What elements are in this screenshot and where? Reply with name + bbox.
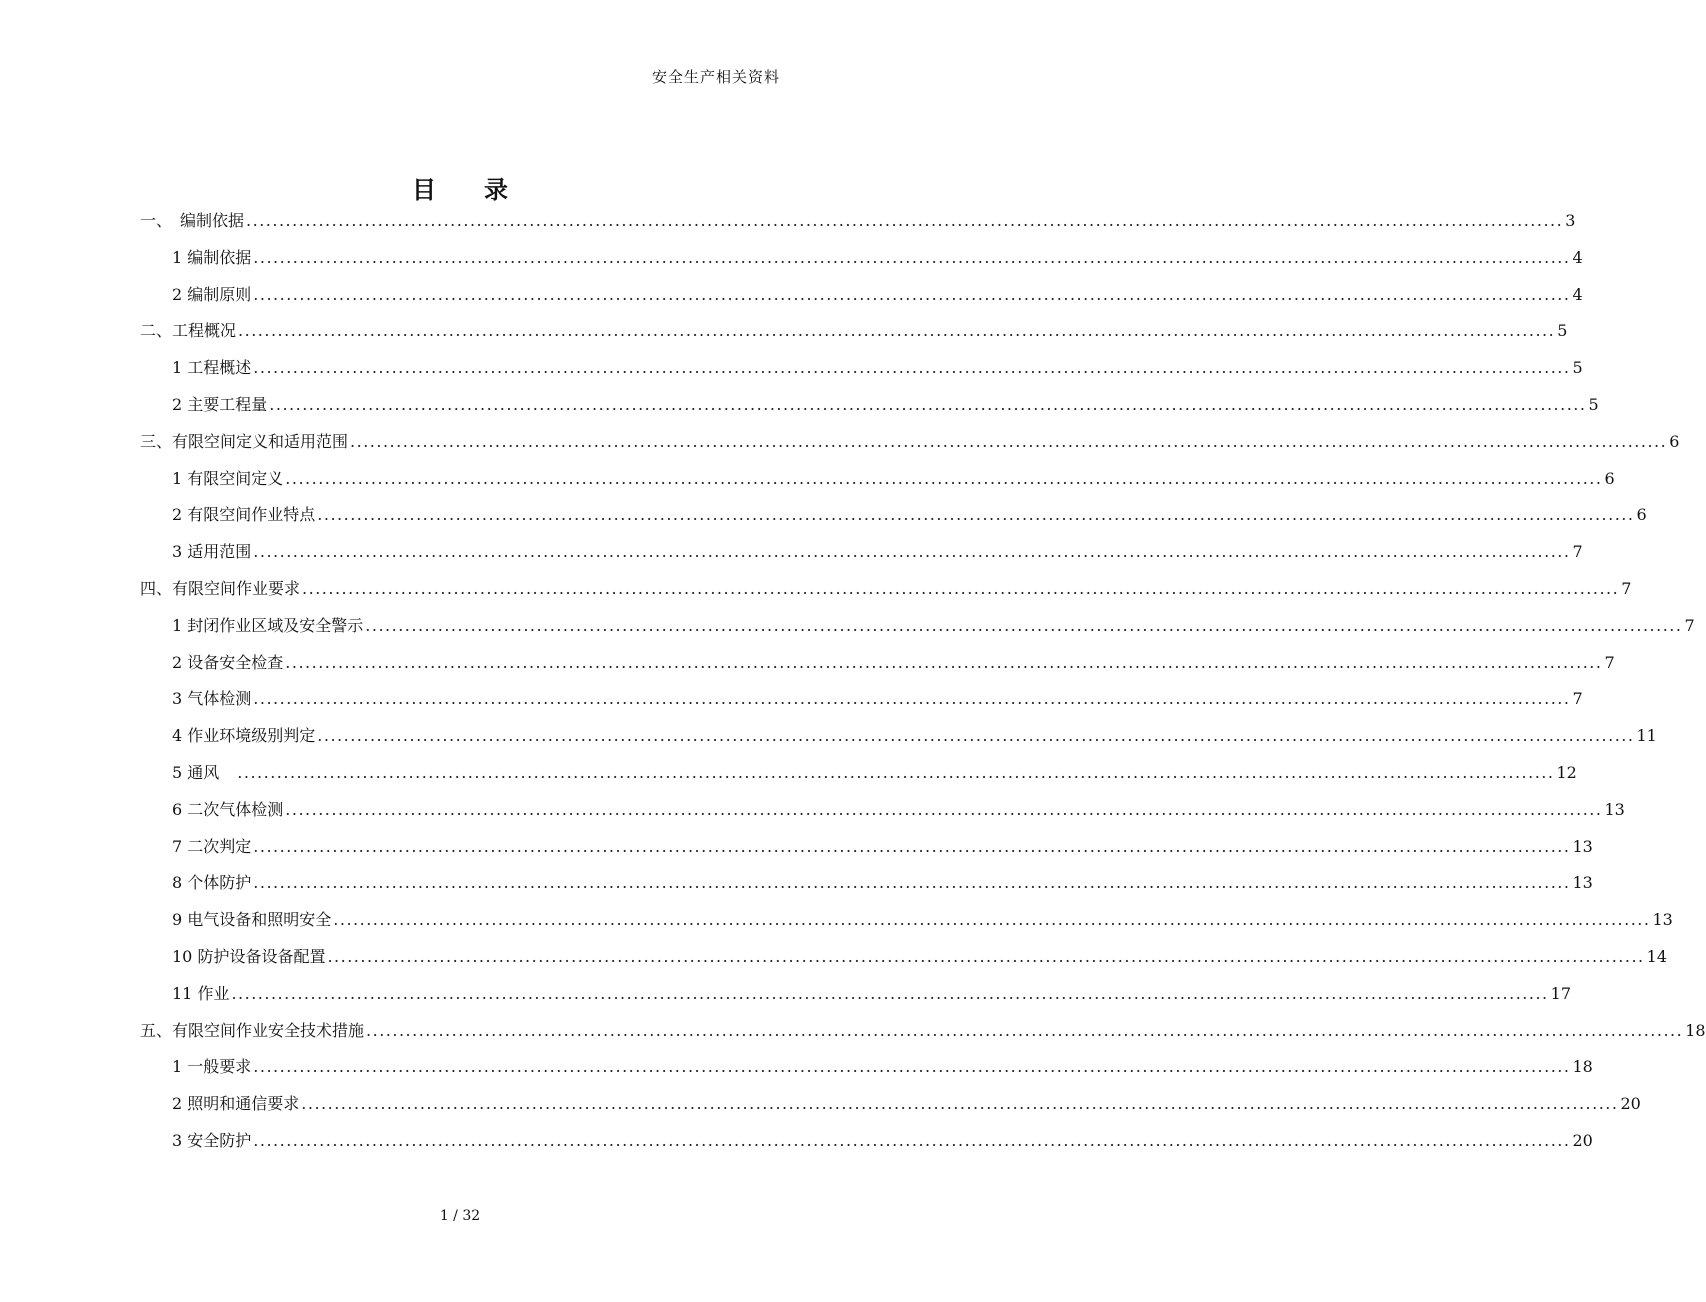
toc-entry[interactable]	[172, 502, 1647, 530]
toc-entry-page-number: 6	[1636, 505, 1647, 525]
toc-entry-label: 三、有限空间定义和适用范围	[140, 431, 349, 451]
toc-entry[interactable]	[140, 318, 1568, 346]
toc-entry[interactable]	[140, 1018, 1706, 1046]
toc-dot-leader: ........................................................................................................................................................................................................	[285, 468, 1603, 488]
toc-dot-leader: ........................................................................................................................................................................................................	[253, 689, 1571, 709]
toc-entry-page-number: 7	[1572, 689, 1583, 709]
toc-dot-leader: ........................................................................................................................................................................................................	[302, 579, 1620, 598]
toc-entry[interactable]	[140, 208, 1576, 236]
toc-entry-page-number: 20	[1620, 1094, 1641, 1114]
toc-dot-leader: ........................................................................................................................................................................................................	[253, 247, 1571, 267]
toc-dot-leader: ........................................................................................................................................................................................................	[253, 1131, 1571, 1150]
toc-entry[interactable]	[172, 1128, 1593, 1156]
toc-entry-label: 9 电气设备和照明安全	[172, 910, 332, 930]
toc-entry-page-number: 7	[1621, 579, 1632, 598]
toc-dot-leader: ........................................................................................................................................................................................................	[253, 836, 1571, 856]
toc-dot-leader: ........................................................................................................................................................................................................	[301, 1094, 1619, 1114]
toc-entry[interactable]	[140, 429, 1680, 457]
toc-entry[interactable]	[172, 613, 1695, 641]
toc-entry-label: 11 作业	[172, 983, 230, 1003]
toc-entry-label: 2 编制原则	[172, 284, 252, 304]
toc-entry[interactable]	[172, 760, 1577, 788]
toc-entry-label: 2 照明和通信要求	[172, 1094, 300, 1114]
toc-entry[interactable]	[172, 797, 1625, 825]
toc-entry-page-number: 11	[1636, 726, 1657, 746]
toc-entry[interactable]	[172, 686, 1583, 714]
toc-entry-label: 1 工程概述	[172, 358, 252, 378]
toc-entry[interactable]	[172, 392, 1599, 420]
toc-entry-label: 四、有限空间作业要求	[140, 579, 301, 598]
toc-entry-label: 1 编制依据	[172, 247, 252, 267]
toc-entry-label: 3 气体检测	[172, 689, 252, 709]
toc-dot-leader: ........................................................................................................................................................................................................	[327, 947, 1645, 966]
toc-dot-leader: ........................................................................................................................................................................................................	[246, 211, 1564, 230]
toc-dot-leader: ........................................................................................................................................................................................................	[231, 983, 1549, 1003]
toc-title: 目录	[412, 175, 556, 204]
toc-entry-page-number: 14	[1646, 947, 1667, 966]
toc-dot-leader: ........................................................................................................................................................................................................	[317, 726, 1635, 746]
toc-entry[interactable]	[172, 907, 1673, 935]
toc-dot-leader: ........................................................................................................................................................................................................	[285, 799, 1603, 819]
toc-entry-label: 10 防护设备设备配置	[172, 947, 326, 966]
toc-dot-leader: ........................................................................................................................................................................................................	[237, 763, 1555, 782]
toc-entry[interactable]	[172, 355, 1583, 383]
toc-dot-leader: ........................................................................................................................................................................................................	[365, 615, 1683, 635]
toc-dot-leader: ........................................................................................................................................................................................................	[253, 542, 1571, 562]
toc-entry-page-number: 7	[1572, 542, 1583, 562]
toc-entry[interactable]	[172, 539, 1583, 567]
toc-dot-leader: ........................................................................................................................................................................................................	[285, 652, 1603, 672]
toc-entry-label: 1 有限空间定义	[172, 468, 284, 488]
toc-dot-leader: ........................................................................................................................................................................................................	[253, 1057, 1571, 1077]
toc-entry-label: 4 作业环境级别判定	[172, 726, 316, 746]
toc-entry-page-number: 18	[1572, 1057, 1593, 1077]
toc-entry-page-number: 5	[1588, 395, 1599, 414]
toc-entry-label: 一、 编制依据	[140, 211, 245, 230]
toc-dot-leader: ........................................................................................................................................................................................................	[269, 395, 1587, 414]
toc-entry-page-number: 7	[1684, 615, 1695, 635]
toc-dot-leader: ........................................................................................................................................................................................................	[238, 321, 1556, 341]
toc-entry[interactable]	[172, 245, 1583, 273]
toc-entry[interactable]	[172, 282, 1583, 310]
toc-entry-page-number: 13	[1652, 910, 1673, 930]
toc-entry-label: 二、工程概况	[140, 321, 237, 341]
toc-entry-page-number: 7	[1604, 652, 1615, 672]
toc-dot-leader: ........................................................................................................................................................................................................	[253, 284, 1571, 304]
toc-dot-leader: ........................................................................................................................................................................................................	[366, 1020, 1684, 1040]
toc-dot-leader: ........................................................................................................................................................................................................	[253, 358, 1571, 378]
toc-entry-label: 3 安全防护	[172, 1131, 252, 1150]
toc-entry-label: 2 主要工程量	[172, 395, 268, 414]
toc-entry-label: 1 一般要求	[172, 1057, 252, 1077]
page-header: 安全生产相关资料	[652, 68, 781, 86]
toc-entry[interactable]	[172, 650, 1615, 678]
toc-entry-page-number: 5	[1557, 321, 1568, 341]
toc-entry-label: 3 适用范围	[172, 542, 252, 562]
toc-entry[interactable]	[172, 870, 1593, 898]
toc-entry-page-number: 18	[1685, 1020, 1706, 1040]
toc-entry-page-number: 5	[1572, 358, 1583, 378]
toc-entry[interactable]	[172, 1091, 1641, 1119]
toc-dot-leader: ........................................................................................................................................................................................................	[350, 431, 1668, 451]
toc-entry-page-number: 13	[1572, 873, 1593, 893]
toc-entry-page-number: 17	[1550, 983, 1571, 1003]
toc-entry-label: 2 有限空间作业特点	[172, 505, 316, 525]
toc-entry[interactable]	[172, 723, 1657, 751]
toc-dot-leader: ........................................................................................................................................................................................................	[317, 505, 1635, 525]
toc-entry-page-number: 6	[1669, 431, 1680, 451]
toc-entry-page-number: 20	[1572, 1131, 1593, 1150]
toc-entry-page-number: 4	[1572, 284, 1583, 304]
toc-entry-page-number: 13	[1572, 836, 1593, 856]
toc-entry-label: 6 二次气体检测	[172, 799, 284, 819]
toc-entry-label: 2 设备安全检查	[172, 652, 284, 672]
toc-entry[interactable]	[172, 1054, 1593, 1082]
toc-entry-label: 8 个体防护	[172, 873, 252, 893]
toc-dot-leader: ........................................................................................................................................................................................................	[253, 873, 1571, 893]
toc-entry-label: 五、有限空间作业安全技术措施	[140, 1020, 365, 1040]
toc-entry[interactable]	[172, 944, 1667, 972]
page-number: 1 / 32	[439, 1208, 481, 1224]
toc-entry[interactable]	[172, 981, 1571, 1009]
toc-dot-leader: ........................................................................................................................................................................................................	[333, 910, 1651, 930]
toc-entry-page-number: 3	[1565, 211, 1576, 230]
toc-entry-page-number: 13	[1604, 799, 1625, 819]
toc-entry-label: 5 通风	[172, 763, 236, 782]
toc-entry-label: 1 封闭作业区域及安全警示	[172, 615, 364, 635]
toc-entry-page-number: 4	[1572, 247, 1583, 267]
toc-entry[interactable]	[172, 466, 1615, 494]
toc-entry-page-number: 12	[1556, 763, 1577, 782]
toc-entry-label: 7 二次判定	[172, 836, 252, 856]
toc-entry[interactable]	[140, 576, 1632, 604]
toc-entry[interactable]	[172, 834, 1593, 862]
toc-entry-page-number: 6	[1604, 468, 1615, 488]
